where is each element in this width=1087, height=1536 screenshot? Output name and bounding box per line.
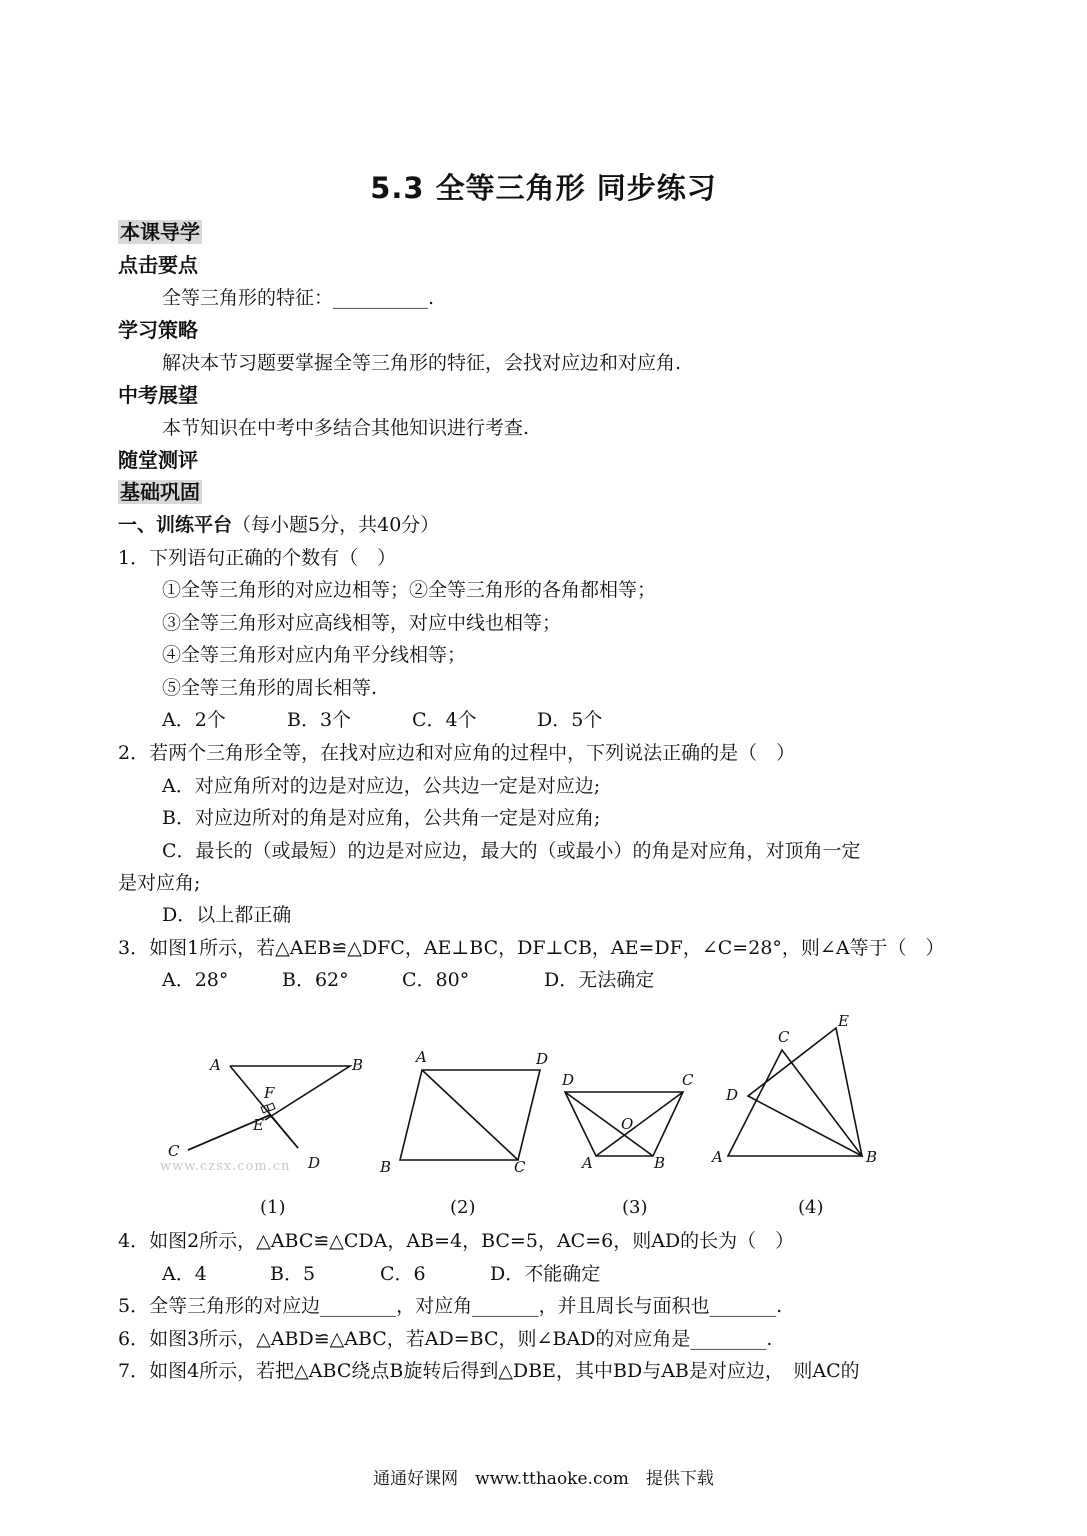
- q1-option-b: B．3个: [287, 709, 352, 731]
- fig1-label-f: F: [264, 1084, 275, 1102]
- q4-option-b: B．5: [270, 1263, 316, 1285]
- class-test-heading: 随堂测评: [118, 448, 198, 472]
- strategy-text: 解决本节习题要掌握全等三角形的特征，会找对应边和对应角.: [162, 352, 682, 374]
- figure-caption-3: (3): [622, 1197, 648, 1218]
- exam-outlook-heading: 中考展望: [118, 383, 198, 407]
- fig3-label-o: O: [621, 1115, 634, 1133]
- q3-option-d: D．无法确定: [544, 969, 655, 991]
- figure-1: [188, 1066, 350, 1150]
- q3-option-c: C．80°: [402, 969, 470, 991]
- fig1-label-a: A: [210, 1056, 221, 1074]
- q2-option-c-cont: 是对应角;: [118, 872, 201, 894]
- figure-4: [728, 1028, 862, 1156]
- q3-options: [162, 967, 654, 993]
- watermark: www.czsx.com.cn: [160, 1159, 291, 1174]
- section1-heading: 一、训练平台（每小题5分，共40分）: [118, 514, 440, 536]
- q2-option-b: B．对应边所对的角是对应角，公共角一定是对应角;: [162, 807, 601, 829]
- fig1-line-c-f-d: [188, 1115, 298, 1150]
- page-title: 5.3 全等三角形 同步练习: [370, 171, 717, 205]
- q1-item-1: ①全等三角形的对应边相等；②全等三角形的各角都相等；: [162, 579, 657, 601]
- q2-option-a: A．对应角所对的边是对应边，公共边一定是对应边;: [162, 775, 601, 797]
- q2-stem: 2．若两个三角形全等，在找对应边和对应角的过程中，下列说法正确的是（ ）: [118, 742, 796, 764]
- q1-option-d: D．5个: [537, 709, 603, 731]
- strategy-heading: 学习策略: [118, 318, 198, 342]
- q3-option-a: A．28°: [162, 969, 229, 991]
- q1-option-a: A．2个: [162, 709, 226, 731]
- q6-text: 6．如图3所示，△ABD≌△ABC，若AD=BC，则∠BAD的对应角是________.: [118, 1328, 773, 1350]
- fig3-label-d: D: [562, 1071, 575, 1089]
- figure-caption-1: (1): [260, 1197, 286, 1218]
- key-points-heading: 点击要点: [118, 253, 198, 277]
- fig2-label-b: B: [380, 1158, 392, 1176]
- fig4-label-d: D: [726, 1086, 739, 1104]
- fig1-label-d: D: [308, 1154, 321, 1172]
- q1-stem: 1．下列语句正确的个数有（ ）: [118, 547, 397, 569]
- figure-2: [400, 1070, 540, 1160]
- exam-outlook-text: 本节知识在中考中多结合其他知识进行考查.: [162, 417, 530, 439]
- fig2-label-d: D: [536, 1050, 549, 1068]
- q3-option-b: B．62°: [282, 969, 349, 991]
- q7-text: 7．如图4所示，若把△ABC绕点B旋转后得到△DBE，其中BD与AB是对应边， 则AC的: [118, 1360, 860, 1382]
- fig1-label-c: C: [168, 1142, 180, 1160]
- guide-heading: 本课导学: [120, 220, 200, 244]
- fig1-label-b: B: [352, 1056, 364, 1074]
- q1-options: [162, 707, 602, 733]
- fig4-label-b: B: [866, 1148, 878, 1166]
- q4-option-c: C．6: [380, 1263, 426, 1285]
- fig4-label-c: C: [778, 1028, 790, 1046]
- basic-heading: 基础巩固: [120, 480, 200, 504]
- fig1-line-ab-e: [230, 1066, 350, 1120]
- fig2-label-a: A: [416, 1048, 427, 1066]
- q1-item-4: ⑤全等三角形的周长相等.: [162, 677, 378, 699]
- fig3-label-c: C: [682, 1071, 694, 1089]
- q1-option-c: C．4个: [412, 709, 477, 731]
- footer-credit: 通通好课网 www.tthaoke.com 提供下载: [373, 1469, 714, 1489]
- q3-stem: 3．如图1所示，若△AEB≌△DFC，AE⊥BC，DF⊥CB，AE=DF，∠C=28°，则∠A等于（ ）: [118, 937, 945, 959]
- fig3-label-a: A: [582, 1154, 593, 1172]
- q2-option-c: C．最长的（或最短）的边是对应边，最大的（或最小）的角是对应角，对顶角一定: [162, 840, 861, 862]
- q1-item-3: ④全等三角形对应内角平分线相等；: [162, 644, 467, 666]
- q5-text: 5．全等三角形的对应边________，对应角_______，并且周长与面积也_______.: [118, 1295, 783, 1317]
- q4-stem: 4．如图2所示，△ABC≌△CDA，AB=4，BC=5，AC=6，则AD的长为（ ）: [118, 1230, 795, 1252]
- figure-caption-4: (4): [798, 1197, 824, 1218]
- fig1-label-e: E: [253, 1116, 264, 1134]
- fig2-label-c: C: [514, 1158, 526, 1176]
- figure-caption-2: (2): [450, 1197, 476, 1218]
- fig4-label-a: A: [712, 1148, 723, 1166]
- q4-option-a: A．4: [162, 1263, 207, 1285]
- geometry-figures: [150, 1010, 910, 1230]
- q4-option-d: D．不能确定: [490, 1263, 601, 1285]
- fig4-label-e: E: [838, 1012, 849, 1030]
- q4-options: [162, 1261, 600, 1287]
- key-points-text: 全等三角形的特征：__________.: [162, 287, 435, 309]
- fig3-label-b: B: [654, 1154, 666, 1172]
- q1-item-2: ③全等三角形对应高线相等，对应中线也相等；: [162, 612, 562, 634]
- q2-option-d: D．以上都正确: [162, 904, 292, 926]
